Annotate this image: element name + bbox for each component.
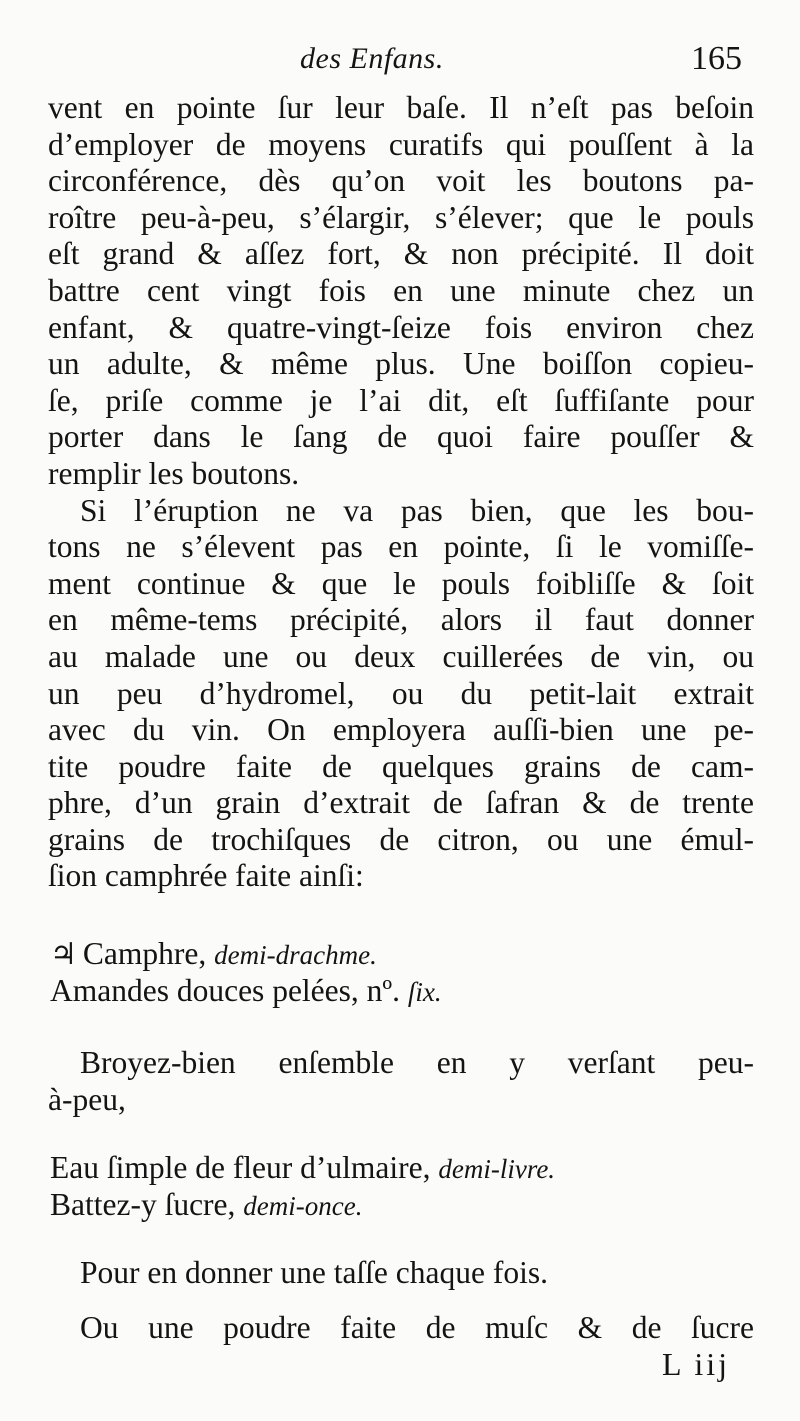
ingredient-name: Camphre, [82,936,207,971]
text-line: remplir les boutons. [48,455,300,491]
text-line: au malade une ou deux cuillerées de vin, ou [48,638,754,674]
text-line: à-peu, [48,1081,126,1117]
instruction-3 [48,1310,754,1347]
ingredient-name: Eau ſimple de fleur d’ulmaire, [50,1150,431,1185]
recipe-line [50,936,756,973]
instruction-2 [48,1255,754,1292]
text-line: Pour en donner une taſſe chaque fois. [80,1255,548,1290]
ingredient-quantity: demi-drachme. [214,940,377,970]
text-line: Ou une poudre faite de muſc & de ſucre [80,1310,754,1345]
ingredient-quantity: demi-livre. [438,1154,556,1184]
paragraph-1 [48,90,754,493]
recipe-1 [50,936,756,1009]
text-line: un peu d’hydromel, ou du petit-lait extrait [48,675,754,711]
text-line: eſt grand & aſſez fort, & non précipité. Il doit [48,236,754,272]
text-line: vent en pointe ſur leur baſe. Il n’eſt pas beſoin [48,90,754,125]
text-line: porter dans le ſang de quoi faire pouſſer & [48,419,754,455]
ingredient-quantity: ſix. [407,976,442,1007]
ingredient-quantity: demi-once. [243,1190,363,1221]
instruction-1 [48,1045,754,1118]
text-line: phre, d’un grain d’extrait de ſafran & de trente [48,785,754,821]
ingredient-name: Amandes douces pelées, nº. [50,972,401,1008]
text-line: roître peu-à-peu, s’élargir, s’élever; que le pouls [48,199,754,235]
recipe-line [50,1150,756,1187]
text-line: ſe, priſe comme je l’ai dit, eſt ſuffiſante pour [48,382,754,418]
page-header [0,42,800,82]
recipe-line [50,973,756,1010]
recipe-symbol-icon: ♃ [50,938,77,971]
text-line: d’employer de moyens curatifs qui pouſſent à la [48,126,754,162]
recipe-line [50,1187,756,1224]
text-line: tite poudre faite de quelques grains de cam- [48,748,754,784]
running-title: des Enfans. [300,42,444,75]
body-text [48,90,754,895]
page-number: 165 [691,40,742,77]
text-line: tons ne s’élevent pas en pointe, ſi le vomiſſe- [48,529,754,565]
text-line: un adulte, & même plus. Une boiſſon copieu- [48,346,754,382]
text-line: Si l’éruption ne va pas bien, que les bou- [80,492,754,528]
text-line: grains de trochiſques de citron, ou une émul- [48,821,754,857]
paragraph-2 [48,493,754,896]
recipe-2 [50,1150,756,1223]
text-line: circonférence, dès qu’on voit les boutons pa- [48,163,754,199]
text-line: ſion camphrée faite ainſi: [48,858,364,894]
ingredient-name: Battez-y ſucre, [50,1186,236,1222]
text-line: Broyez-bien enſemble en y verſant peu- [80,1045,754,1080]
text-line: enfant, & quatre-vingt-ſeize fois environ chez [48,309,754,345]
text-line: avec du vin. On employera auſſi-bien une pe- [48,712,754,748]
text-line: battre cent vingt fois en une minute chez un [48,272,754,308]
text-line: en même-tems précipité, alors il faut donner [48,602,754,638]
text-line: ment continue & que le pouls foibliſſe & ſoit [48,565,754,601]
signature-mark: L iij [661,1346,730,1382]
